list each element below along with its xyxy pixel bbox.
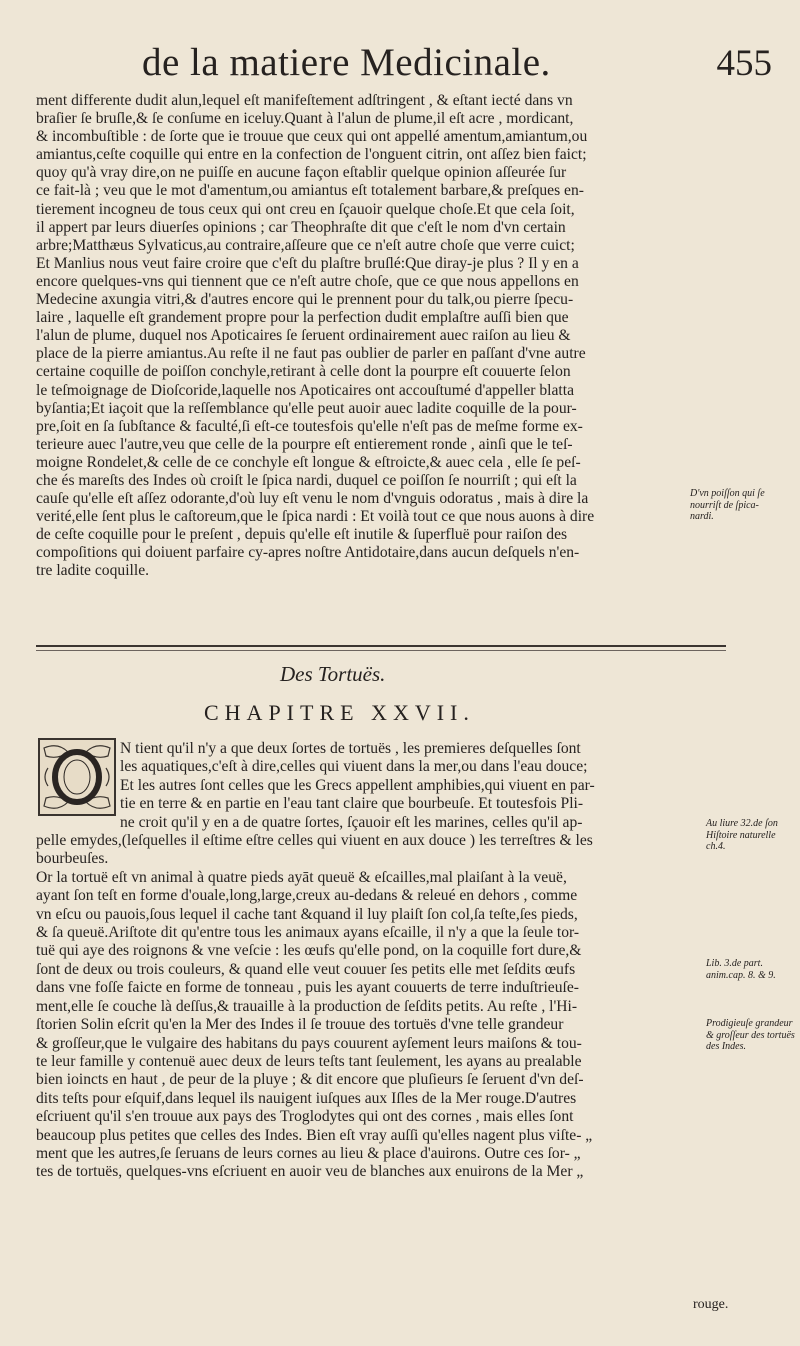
body-line: moigne Rondelet,& celle de ce conchyle eſt longue & eſtroicte,& auec cela , elle ſe peſ-	[36, 453, 581, 471]
body-text-block	[36, 92, 648, 581]
chapter-text-block	[36, 740, 716, 1182]
section-title: Des Tortuës.	[280, 662, 386, 686]
chapter-title: CHAPITRE XXVII.	[204, 700, 475, 725]
section-divider	[36, 645, 726, 647]
body-line: encore quelques-vns qui tiennent que ce n'eſt autre choſe, que ce que nous appellons en	[36, 272, 579, 290]
body-line: byſantia;Et iaçoit que la reſſemblance qu'elle peut auoir auec ladite coquille de la pour-	[36, 399, 577, 417]
chapter-line: tes de tortuës, quelques-vns eſcriuent en auoir veu de blanches aux enuirons de la Mer „	[36, 1163, 584, 1181]
body-line: cauſe qu'elle eſt aſſez odorante,d'où luy eſt venu le nom d'vnguis odoratus , mais à dire la	[36, 490, 589, 508]
chapter-line: dits teſts pour eſquif,dans lequel ils nauigent iuſques aux Iſles de la Mer rouge.D'autres	[36, 1089, 577, 1107]
chapter-line: ment que les autres,ſe ſeruans de leurs cornes au lieu & place d'auirons. Outre ces ſor- „	[36, 1144, 581, 1162]
body-line: ce fait-là ; veu que le mot d'amentum,ou amiantus eſt totalement barbare,& preſques en-	[36, 182, 584, 200]
chapter-line: tie en terre & en partie en l'eau tant claire que bourbeuſe. Et toutesfois Pli-	[120, 795, 584, 813]
chapter-line: ſont de deux ou trois couleurs, & quand elle veut couuer ſes petits elle met ſeſdits œufs	[36, 960, 576, 978]
body-line: Medecine axungia vitri,& d'autres encore qui le prennent pour du talk,ou pierre ſpecu-	[36, 291, 574, 309]
body-line: de ceſte coquille pour le preſent , depuis qu'elle eſt inutile & ſuperfluë pour raiſon des	[36, 526, 568, 544]
chapter-line: ne croit qu'il y en a de quatre ſortes, ſçauoir eſt les marines, celles qu'il ap-	[120, 813, 583, 831]
body-line: braſier ſe bruſle,& ſe conſume en iceluy.Quant à l'alun de plume,il eſt acre , mordicant,	[36, 110, 574, 128]
chapter-line: Et les autres ſont celles que les Grecs appellent amphibies,qui viuent en par-	[120, 776, 595, 794]
body-line: amiantus,ceſte coquille qui entre en la confection de l'onguent citrin, ont aſſez bien faict;	[36, 146, 587, 164]
chapter-line: ment,elle ſe couche là deſſus,& trauaille à la production de ſeſdits petits. Au reſte , l'Hi-	[36, 997, 578, 1015]
body-line: il appert par leurs diuerſes opinions ; car Theophraſte dit que c'eſt le nom d'vn certain	[36, 218, 566, 236]
chapter-line: ayant ſon teſt en forme d'ouale,long,large,creux au-dedans & releué en dehors , comme	[36, 887, 578, 905]
body-line: tre ladite coquille.	[36, 562, 150, 580]
chapter-line: eſcriuent qu'il s'en trouue aux pays des Troglodytes qui ont des cornes , mais elles ſont	[36, 1108, 574, 1126]
chapter-line: te leur famille y contenuë auec deux de leurs teſts tant ſeulement, les ayans au prealable	[36, 1052, 582, 1070]
catchword: rouge.	[693, 1297, 729, 1312]
body-line: che és mareſts des Indes où croiſt le ſpica nardi, duquel ce poiſſon ſe nourriſt ; qui eſt la	[36, 471, 577, 489]
chapter-line: dans vne foſſe faicte en forme de tonneau , puis les ayant couuerts de terre induſtrieuſe-	[36, 979, 579, 997]
chapter-line: Or la tortuë eſt vn animal à quatre pieds ayāt queuë & eſcailles,mal plaiſant à la veuë,	[36, 868, 567, 886]
chapter-line: les aquatiques,c'eſt à dire,celles qui viuent dans la mer,ou dans l'eau douce;	[120, 758, 588, 776]
chapter-line: bourbeuſes.	[36, 850, 109, 868]
page-number: 455	[716, 43, 772, 84]
body-line: & incombuſtible : de ſorte que ie trouue que ceux qui ont appellé amentum,amiantum,ou	[36, 128, 588, 146]
body-line: arbre;Matthæus Sylvaticus,au contraire,aſſeure que ce n'eſt autre choſe que verre cuict;	[36, 236, 575, 254]
body-line: certaine coquille de poiſſon conchyle,retirant à celle dont la pourpre eſt couuerte ſelon	[36, 363, 571, 381]
margin-note-pliny: Au liure 32.de ſon Hiſtoire naturelle ch.4.	[706, 818, 778, 852]
chapter-line: vn eſcu ou pauois,ſous lequel il cache tant &quand il luy plaiſt ſon col,ſa teſte,ſes pieds,	[36, 905, 578, 923]
running-head	[142, 40, 782, 94]
chapter-line: tuë qui aye des roignons & vne veſcie : les œufs qu'elle pond, on la coquille fort dure,&	[36, 942, 582, 960]
body-line: terieure auec l'autre,veu que celle de la pourpre eſt entierement ronde , ainſi que le teſ-	[36, 435, 573, 453]
margin-note-solin: Prodigieuſe grandeur & groſſeur des tortuës des Indes.	[706, 1018, 795, 1052]
chapter-line: & ſa queuë.Ariſtote dit qu'entre tous les animaux ayans eſcaille, il n'y a que la ſeule tor-	[36, 924, 580, 942]
body-line: quoy qu'à vray dire,on ne puiſſe en aucune façon eſtablir quelque opinion aſſeurée ſur	[36, 164, 567, 182]
chapter-line: bien ioincts en haut , de peur de la pluye ; & dit encore que pluſieurs ſe ſeruent d'vn deſ-	[36, 1071, 584, 1089]
running-title: de la matiere Medicinale.	[142, 41, 551, 84]
body-line: laire , laquelle eſt grandement propre pour la perfection dudit emplaſtre auſſi bien que	[36, 309, 569, 327]
chapter-line: pelle emydes,(leſquelles il eſtime eſtre celles qui viuent en aux douce ) les terreſtres & les	[36, 832, 593, 850]
body-line: l'alun de plume, duquel nos Apoticaires ſe ſeruent ordinairement auec raiſon au lieu &	[36, 327, 571, 345]
chapter-line: & groſſeur,que le vulgaire des habitans du pays couurent ayſement leurs maiſons & tou-	[36, 1034, 582, 1052]
body-line: pre,ſoit en ſa ſubſtance & faculté,ſi eſt-ce toutesfois qu'elle n'eſt pas de meſme forme ex-	[36, 417, 583, 435]
chapter-line: beaucoup plus petites que celles des Indes. Bien eſt vray auſſi qu'elles nagent plus viſte- „	[36, 1126, 593, 1144]
section-divider-thin	[36, 650, 726, 651]
body-line: verité,elle ſent plus le caſtoreum,que le ſpica nardi : Et voilà tout ce que nous auons à dire	[36, 508, 595, 526]
margin-note-aristotle: Lib. 3.de part. anim.cap. 8. & 9.	[706, 958, 776, 981]
chapter-line: ſtorien Solin eſcrit qu'en la Mer des Indes il ſe trouue des tortuës d'vne telle grandeur	[36, 1016, 564, 1034]
body-line: ment differente dudit alun,lequel eſt manifeſtement adſtringent , & eſtant iecté dans vn	[36, 92, 573, 109]
margin-note-spica: D'vn poiſſon qui ſe nourriſt de ſpica-nardi.	[690, 488, 765, 522]
body-line: Et Manlius nous veut faire croire que c'eſt du plaſtre bruſlé:Que diray-je plus ? Il y en a	[36, 254, 579, 272]
body-line: le teſmoignage de Dioſcoride,laquelle nos Apoticaires ont accouſtumé d'appeller blatta	[36, 381, 575, 399]
body-line: compoſitions qui doiuent parfaire cy-apres noſtre Antidotaire,dans aucun deſquels n'en-	[36, 544, 580, 562]
body-line: place de la pierre amiantus.Au reſte il ne faut pas oublier de parler en paſſant d'vne autre	[36, 345, 586, 363]
body-line: tierement incogneu de tous ceux qui ont creu en ſçauoir quelque choſe.Et que cela ſoit,	[36, 200, 575, 218]
chapter-line: N tient qu'il n'y a que deux ſortes de tortuës , les premieres deſquelles ſont	[120, 740, 581, 757]
